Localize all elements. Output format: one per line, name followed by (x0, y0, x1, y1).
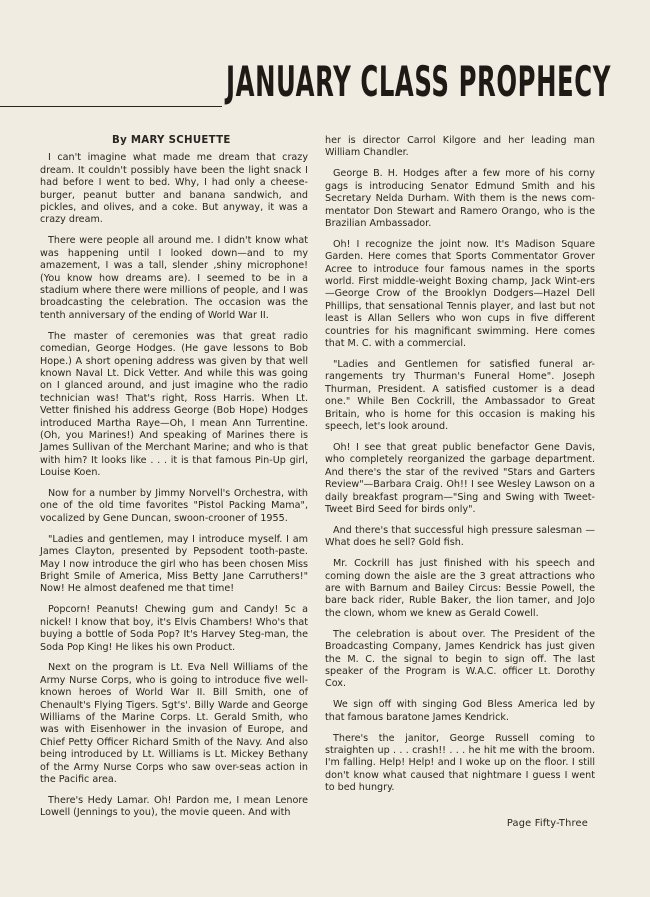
paragraph: "Ladies and gentlemen, may I introduce myself. I am James Clayton, presented by Pepsodent tooth-paste. May I now introduce the girl who has been chosen Miss Bright Smile of America, Miss Betty Jane Carruthers!" Now! He almost deafened me that time! (40, 533, 308, 595)
paragraph: Oh! I recognize the joint now. It's Madison Square Garden. Here comes that Sports Commentator Grover Acree to introduce four famous names in the sports world. First middle-weight Boxing champ, Jack Wint-ers—George Crow of the Brooklyn Dodgers—Hazel Dell Phillips, that sensational Tennis player, and last but not least is Allan Sellers who won cups in five different countries for his magnificant swimming. Here comes that M. C. with a commercial. (325, 238, 595, 350)
paragraph: Popcorn! Peanuts! Chewing gum and Candy! 5c a nickel! I know that boy, it's Elvis Chambers! Who's that buying a bottle of Soda Pop? It's Harvey Steg-man, the Soda Pop King! He likes his own Product. (40, 604, 308, 653)
paragraph: And there's that successful high pressure salesman —What does he sell? Gold fish. (325, 524, 595, 549)
page-title: JANUARY CLASS PROPHECY (226, 57, 611, 106)
paragraph: I can't imagine what made me dream that crazy dream. It couldn't possibly have been the light snack I had before I went to bed. Why, I had only a cheese-burger, peanut butter and banana sandwich, and pickles, and olives, and a coke. But anyway, it was a crazy dream. (40, 152, 308, 226)
paragraph: Next on the program is Lt. Eva Nell Williams of the Army Nurse Corps, who is going to introduce five well-known heroes of World War II. Bill Smith, one of Chenault's Flying Tigers. Sgt's'. Billy Warde and George Williams of the Marine Corps. Lt. Gerald Smith, who was with Eisenhower in the invasion of Europe, and Chief Petty Officer Richard Smith of the Navy. And also being introduced by Lt. Williams is Lt. Mickey Bethany of the Army Nurse Corps who saw over-seas action in the Pacific area. (40, 662, 308, 786)
paragraph: We sign off with singing God Bless America led by that famous baratone James Kendrick. (325, 699, 595, 723)
paragraph: "Ladies and Gentlemen for satisfied funeral ar-rangements try Thurman's Funeral Home". Joseph Thurman, President. A satisfied customer is a dead one." While Ben Cockrill, the Ambassador to Great Britain, who is home for this occasion is making his speech, let's look around. (325, 359, 595, 433)
paragraph: There's the janitor, George Russell coming to straighten up . . . crash!! . . . he hit me with the broom. I'm falling. Help! Help! and I woke up on the floor. I still don't know what caused that nightmare I guess I went to bed hungry. (325, 732, 595, 794)
paragraph: Now for a number by Jimmy Norvell's Orchestra, with one of the old time favorites "Pistol Packing Mama", vocalized by Gene Duncan, swoon-crooner of 1955. (40, 488, 308, 524)
paragraph: George B. H. Hodges after a few more of his corny gags is introducing Senator Edmund Smith and his Secretary Nelda Durham. With them is the news com-mentator Don Stewart and Ramero Orango, who is the Brazilian Ambassador. (325, 168, 595, 229)
paragraph: There were people all around me. I didn't know what was happening until I looked down—and to my amazement, I was a tall, slender ,shiny microphone! (You know how dreams are). I seemed to be in a stadium where there were millions of people, and I was broadcasting the celebration. The occasion was the tenth anniversary of the ending of World War II. (40, 235, 308, 321)
header-rule (0, 106, 222, 107)
right-column (325, 135, 595, 803)
paragraph: The master of ceremonies was that great radio comedian, George Hodges. (He gave lessons to Bob Hope.) A short opening address was given by that well known Naval Lt. Dick Vetter. And while this was going on I glanced around, and just imagine who the radio technician was! That's right, Ross Harris. When Lt. Vetter finished his address George (Bob Hope) Hodges introduced Martha Raye—Oh, I mean Ann Turrentine. (Oh, you Marines!) And speaking of Marines there is James Sullivan of the Merchant Marine; and who is that with him? It looks like . . . it is that famous Pin-Up girl, Louise Koen. (40, 330, 308, 479)
paragraph: Mr. Cockrill has just finished with his speech and coming down the aisle are the 3 great attractions who are with Barnum and Bailey Circus: Bessie Powell, the bare back rider, Ruble Baker, the lion tamer, and JoJo the clown, whom we knew as Gerald Cowell. (325, 558, 595, 619)
paragraph: Oh! I see that great public benefactor Gene Davis, who completely reorganized the garbage department. And there's the star of the revived "Stars and Garters Review"—Barbara Craig. Oh!! I see Wesley Lawson on a daily breakfast program—"Sing and Swing with Tweet-Tweet Bird Seed for birds only". (325, 441, 595, 515)
paragraph: There's Hedy Lamar. Oh! Pardon me, I mean Lenore Lowell (Jennings to you), the movie queen. And with (40, 795, 308, 819)
paragraph: The celebration is about over. The President of the Broadcasting Company, James Kendrick has just given the M. C. the signal to begin to sign off. The last speaker of the Program is W.A.C. officer Lt. Dorothy Cox. (325, 628, 595, 690)
page-number: Page Fifty-Three (506, 818, 588, 829)
byline: By MARY SCHUETTE (112, 135, 231, 146)
left-column (40, 135, 308, 828)
paragraph: her is director Carrol Kilgore and her leading man William Chandler. (325, 135, 595, 159)
